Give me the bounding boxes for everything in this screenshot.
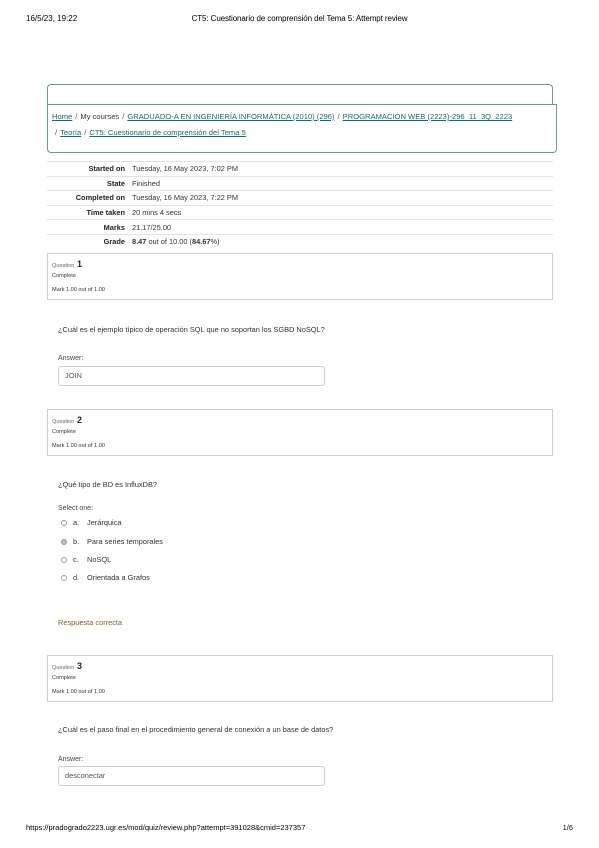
question-label: Question xyxy=(52,665,75,671)
summary-label: Time taken xyxy=(47,205,132,220)
attempt-summary-table xyxy=(47,161,553,249)
print-footer xyxy=(26,823,573,832)
radio-button-selected[interactable] xyxy=(61,539,67,545)
answer-field-3[interactable]: desconectar xyxy=(58,766,325,786)
grade-score: 8.47 xyxy=(132,237,147,247)
breadcrumb-section[interactable]: Teoría xyxy=(60,128,82,137)
print-title: CT5: Cuestionario de comprensión del Tema 5: Attempt review xyxy=(191,14,408,23)
question-info-3 xyxy=(47,655,553,702)
summary-value: Tuesday, 16 May 2023, 7:22 PM xyxy=(132,191,553,206)
grade-percent-sign: %) xyxy=(210,237,220,247)
question-text-1: ¿Cuál es el ejemplo típico de operación SQL que no soportan los SGBD NoSQL? xyxy=(58,325,325,334)
radio-button[interactable] xyxy=(61,557,67,563)
grade-percent: 84.67 xyxy=(192,237,211,247)
question-text-3: ¿Cuál es el paso final en el procedimiento general de conexión a un base de datos? xyxy=(58,725,334,734)
print-date: 16/5/23, 19:22 xyxy=(26,14,78,23)
question-number: 1 xyxy=(76,259,82,269)
summary-label: State xyxy=(47,176,132,191)
breadcrumb-separator: / xyxy=(84,128,87,137)
print-page-number: 1/6 xyxy=(562,823,573,832)
print-url: https://pradogrado2223.ugr.es/mod/quiz/review.php?attempt=391028&cmid=237357 xyxy=(26,823,306,832)
summary-value: 21.17/25.00 xyxy=(132,220,553,235)
question-info-1 xyxy=(47,253,553,300)
option-b[interactable] xyxy=(61,537,163,546)
question-number: 2 xyxy=(76,415,82,425)
summary-row-started xyxy=(47,162,553,177)
answer-field-1[interactable]: JOIN xyxy=(58,366,325,386)
option-letter: d. xyxy=(73,573,80,582)
option-text: NoSQL xyxy=(87,555,112,564)
option-text: Jerárquica xyxy=(87,518,122,527)
option-d[interactable] xyxy=(61,573,150,582)
summary-label: Started on xyxy=(47,162,132,177)
question-mark: Mark 1.00 out of 1.00 xyxy=(52,287,105,293)
option-text: Para series temporales xyxy=(87,537,163,546)
question-info-2 xyxy=(47,409,553,456)
grade-out-of: out of 10.00 ( xyxy=(146,237,192,247)
summary-value: Finished xyxy=(132,176,553,191)
page-header-bar xyxy=(47,84,553,105)
breadcrumb-separator: / xyxy=(55,128,58,137)
summary-value xyxy=(132,234,553,248)
option-c[interactable] xyxy=(61,555,111,564)
question-number: 3 xyxy=(76,661,82,671)
question-text-2: ¿Qué tipo de BD es InfluxDB? xyxy=(58,480,158,489)
option-letter: a. xyxy=(73,518,80,527)
question-state: Complete xyxy=(52,273,76,279)
question-label: Question xyxy=(52,263,75,269)
breadcrumb-quiz[interactable]: CT5: Cuestionario de comprensión del Tema 5 xyxy=(89,128,246,137)
summary-row-grade xyxy=(47,234,553,248)
breadcrumb-separator: / xyxy=(122,112,125,121)
summary-row-time xyxy=(47,205,553,220)
question-state: Complete xyxy=(52,429,76,435)
question-mark: Mark 1.00 out of 1.00 xyxy=(52,689,105,695)
radio-button[interactable] xyxy=(61,575,67,581)
select-one-label: Select one: xyxy=(58,505,94,512)
print-header xyxy=(26,14,573,23)
summary-row-state xyxy=(47,176,553,191)
summary-row-completed xyxy=(47,191,553,206)
summary-value: Tuesday, 16 May 2023, 7:02 PM xyxy=(132,162,553,177)
summary-value: 20 mins 4 secs xyxy=(132,205,553,220)
breadcrumb-degree[interactable]: GRADUADO-A EN INGENIERÍA INFORMÁTICA (2010) (296) xyxy=(127,112,335,121)
breadcrumb-separator: / xyxy=(337,112,340,121)
summary-label: Completed on xyxy=(47,191,132,206)
radio-button[interactable] xyxy=(61,520,67,526)
answer-label-1: Answer: xyxy=(58,355,84,362)
question-mark: Mark 1.00 out of 1.00 xyxy=(52,443,105,449)
breadcrumb-separator: / xyxy=(75,112,78,121)
option-letter: c. xyxy=(73,555,79,564)
breadcrumb-course[interactable]: PROGRAMACIÓN WEB (2223)-296_11_3Q_2223 xyxy=(342,112,513,121)
question-label: Question xyxy=(52,419,75,425)
option-letter: b. xyxy=(73,537,80,546)
answer-label-3: Answer: xyxy=(58,756,84,763)
question-feedback: Respuesta correcta xyxy=(58,618,123,627)
option-a[interactable] xyxy=(61,518,122,527)
option-text: Orientada a Grafos xyxy=(87,573,150,582)
breadcrumb-home[interactable]: Home xyxy=(52,112,73,121)
summary-label: Grade xyxy=(47,234,132,248)
breadcrumb-my-courses: My courses xyxy=(80,112,120,121)
summary-label: Marks xyxy=(47,220,132,235)
breadcrumb xyxy=(47,104,557,153)
question-state: Complete xyxy=(52,675,76,681)
summary-row-marks xyxy=(47,220,553,235)
